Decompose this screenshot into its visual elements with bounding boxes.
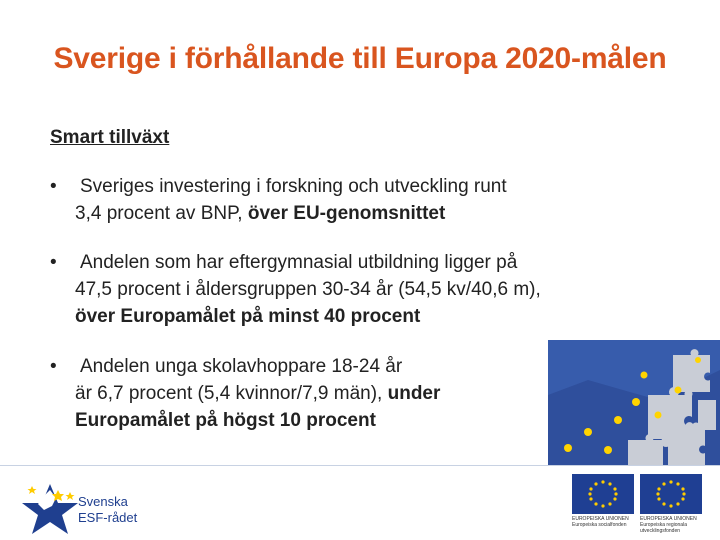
bullet-text-line: Sveriges investering i forskning och utveckling runt xyxy=(80,176,507,197)
bullet-text-line: 47,5 procent i åldersgruppen 30-34 år (54,5 kv/40,6 m), xyxy=(75,279,541,300)
bullet-text-line: Europamålet på högst 10 procent xyxy=(75,410,376,431)
bullet-text-line: Andelen unga skolavhoppare 18-24 år xyxy=(80,356,403,377)
bullet-text-line: är 6,7 procent (5,4 kvinnor/7,9 män), under xyxy=(75,383,441,404)
bullet-icon: • xyxy=(50,356,57,377)
eu-puzzle-flag-image xyxy=(548,340,720,465)
footer-divider xyxy=(0,465,720,466)
esf-logo-text: Svenska ESF-rådet xyxy=(78,494,138,525)
eu-logo-caption: EUROPEISKA UNIONEN Europeiska regionala utvecklingsfonden xyxy=(640,516,697,534)
eu-flag-icon xyxy=(640,474,702,514)
bullet-text-line: Andelen som har eftergymnasial utbildning ligger på xyxy=(80,252,518,273)
bullet-icon: • xyxy=(50,176,57,197)
bullet-icon: • xyxy=(50,252,57,273)
bullet-text-line: 3,4 procent av BNP, över EU-genomsnittet xyxy=(75,203,446,224)
slide-title: Sverige i förhållande till Europa 2020-målen xyxy=(53,42,667,75)
eu-logo-caption: EUROPEISKA UNIONEN Europeiska socialfonden xyxy=(572,516,629,528)
section-heading: Smart tillväxt xyxy=(50,127,170,148)
bullet-text-line: över Europamålet på minst 40 procent xyxy=(75,306,421,327)
eu-flag-icon xyxy=(572,474,634,514)
